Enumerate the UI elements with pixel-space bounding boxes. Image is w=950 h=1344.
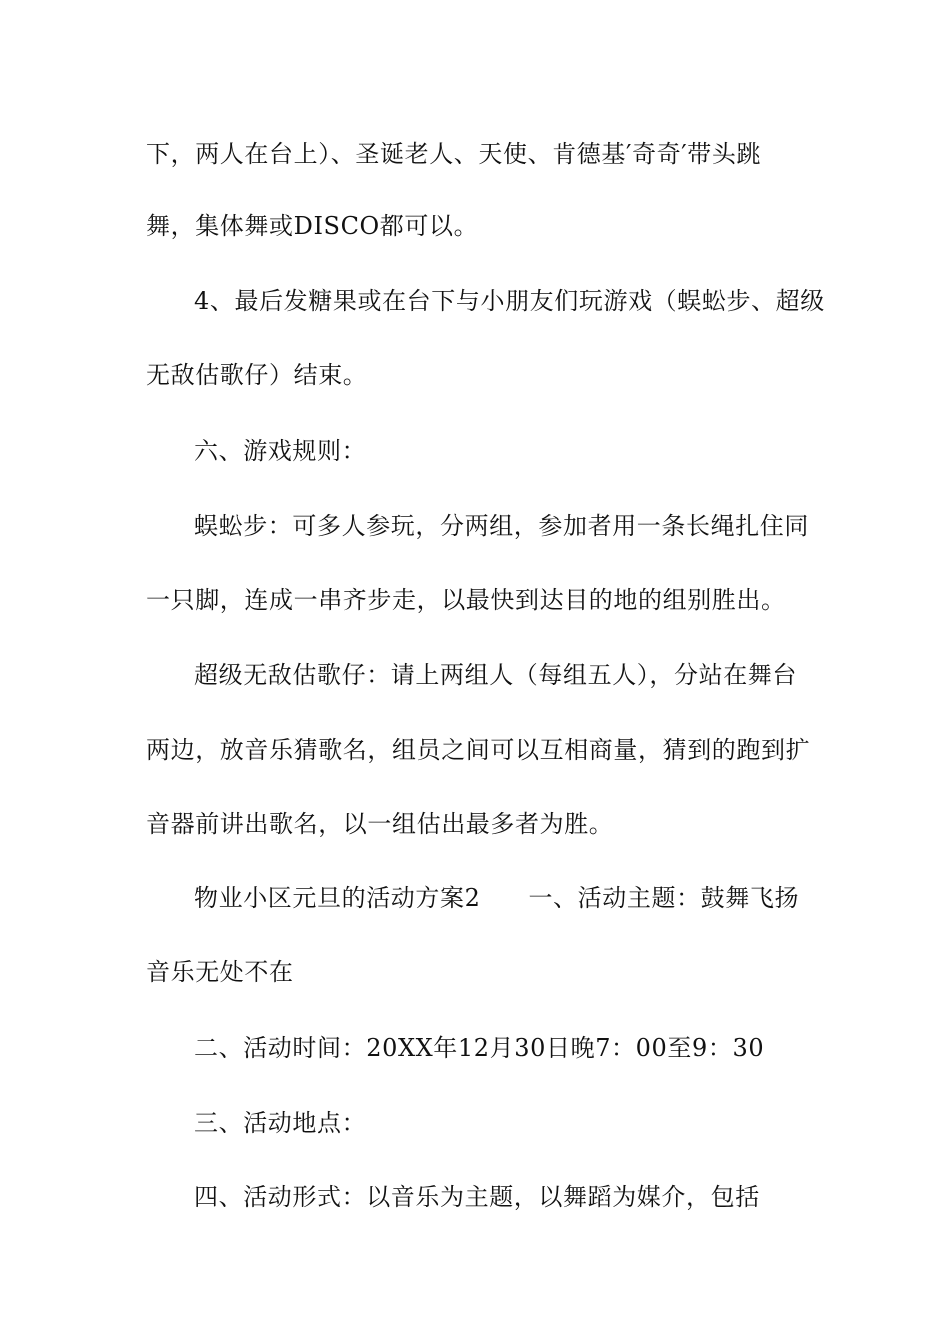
- paragraph-line: 下，两人在台上）、圣诞老人、天使、肯德基′奇奇′带头跳: [146, 140, 762, 168]
- paragraph-line: 一只脚，连成一串齐步走，以最快到达目的地的组别胜出。: [146, 586, 786, 614]
- paragraph-line: 无敌估歌仔）结束。: [146, 361, 368, 389]
- paragraph-line: 三、活动地点：: [194, 1109, 367, 1137]
- paragraph-line: 两边，放音乐猜歌名，组员之间可以互相商量，猜到的跑到扩: [146, 736, 811, 764]
- activity-theme: 一、活动主题：鼓舞飞扬: [528, 884, 800, 912]
- paragraph-line: 超级无敌估歌仔：请上两组人（每组五人），分站在舞台: [194, 661, 797, 689]
- paragraph-line: 音器前讲出歌名，以一组估出最多者为胜。: [146, 810, 614, 838]
- paragraph-line: 蜈蚣步：可多人参玩，分两组，参加者用一条长绳扎住同: [194, 512, 809, 540]
- document-title-line: [194, 882, 874, 914]
- paragraph-line: 舞，集体舞或DISCO都可以。: [146, 212, 479, 240]
- section-heading: 六、游戏规则：: [194, 437, 367, 465]
- paragraph-line: 二、活动时间：20XX年12月30日晚7：00至9：30: [194, 1034, 765, 1062]
- paragraph-line: 音乐无处不在: [146, 958, 294, 986]
- document-title: 物业小区元旦的活动方案2: [194, 884, 481, 912]
- paragraph-line: 四、活动形式：以音乐为主题，以舞蹈为媒介，包括: [194, 1183, 760, 1211]
- paragraph-line: 4、最后发糖果或在台下与小朋友们玩游戏（蜈蚣步、超级: [194, 287, 825, 315]
